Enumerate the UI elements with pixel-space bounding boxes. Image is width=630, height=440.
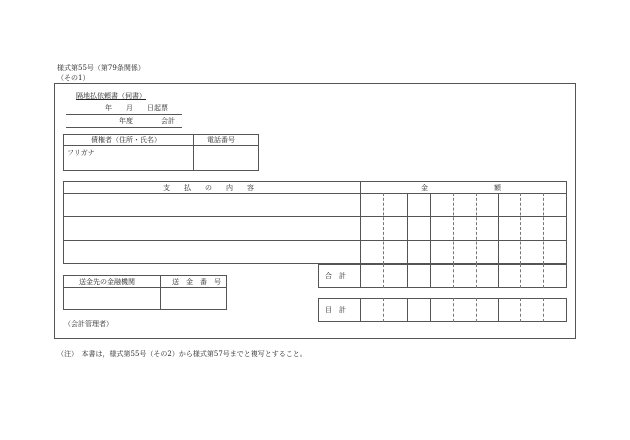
fiscal-line: 年度 会計 <box>119 117 175 125</box>
form-title: 隔地払依頼書（伺書） <box>76 92 146 100</box>
digit-column-divider <box>520 193 521 264</box>
digit-column-divider <box>543 264 544 288</box>
form-sub-number: （その1） <box>57 74 90 82</box>
total-row <box>318 264 567 288</box>
grand-total-label-divider <box>360 298 361 322</box>
digit-column-divider <box>453 298 454 322</box>
digit-column-divider <box>407 193 408 264</box>
footnote: （注） 本書は，様式第55号（その2）から様式第57号までと複写とすること。 <box>57 350 307 358</box>
bank-header: 送金先の金融機関 <box>79 278 135 286</box>
digit-column-divider <box>543 193 544 264</box>
payment-row-divider <box>63 240 567 241</box>
digit-column-divider <box>498 264 499 288</box>
grand-total-label: 目 計 <box>325 306 346 314</box>
total-label: 合 計 <box>325 272 346 280</box>
bank-column-divider <box>160 275 161 310</box>
digit-column-divider <box>453 193 454 264</box>
digit-column-divider <box>476 193 477 264</box>
payment-header-divider <box>63 193 567 194</box>
grand-total-row <box>318 298 567 322</box>
form-number: 様式第55号（第79条関係） <box>57 64 145 72</box>
digit-column-divider <box>476 298 477 322</box>
digit-column-divider <box>520 298 521 322</box>
digit-column-divider <box>476 264 477 288</box>
digit-column-divider <box>430 193 431 264</box>
digit-column-divider <box>498 193 499 264</box>
creditor-column-divider <box>193 134 194 171</box>
furigana-label: フリガナ <box>67 149 95 157</box>
digit-column-divider <box>430 298 431 322</box>
digit-column-divider <box>383 298 384 322</box>
phone-header: 電話番号 <box>207 136 235 144</box>
digit-column-divider <box>543 298 544 322</box>
date-underline <box>66 114 182 115</box>
digit-column-divider <box>430 264 431 288</box>
payment-content-header: 支 払 の 内 容 <box>163 184 254 192</box>
amount-header-right: 額 <box>494 184 501 192</box>
digit-column-divider <box>453 264 454 288</box>
digit-column-divider <box>407 298 408 322</box>
bank-header-divider <box>63 287 227 288</box>
amount-header-left: 金 <box>421 184 428 192</box>
creditor-header-divider <box>63 145 259 146</box>
payment-row-divider <box>63 216 567 217</box>
total-label-divider <box>360 264 361 288</box>
accountant-label: （会計管理者） <box>64 320 113 328</box>
date-line: 年 月 日起票 <box>105 104 168 112</box>
digit-column-divider <box>383 264 384 288</box>
fiscal-underline <box>66 127 182 128</box>
digit-column-divider <box>407 264 408 288</box>
creditor-header: 債権者（住所・氏名） <box>91 136 161 144</box>
digit-column-divider <box>498 298 499 322</box>
digit-column-divider <box>383 193 384 264</box>
digit-column-divider <box>520 264 521 288</box>
remit-number-header: 送 金 番 号 <box>172 278 221 286</box>
